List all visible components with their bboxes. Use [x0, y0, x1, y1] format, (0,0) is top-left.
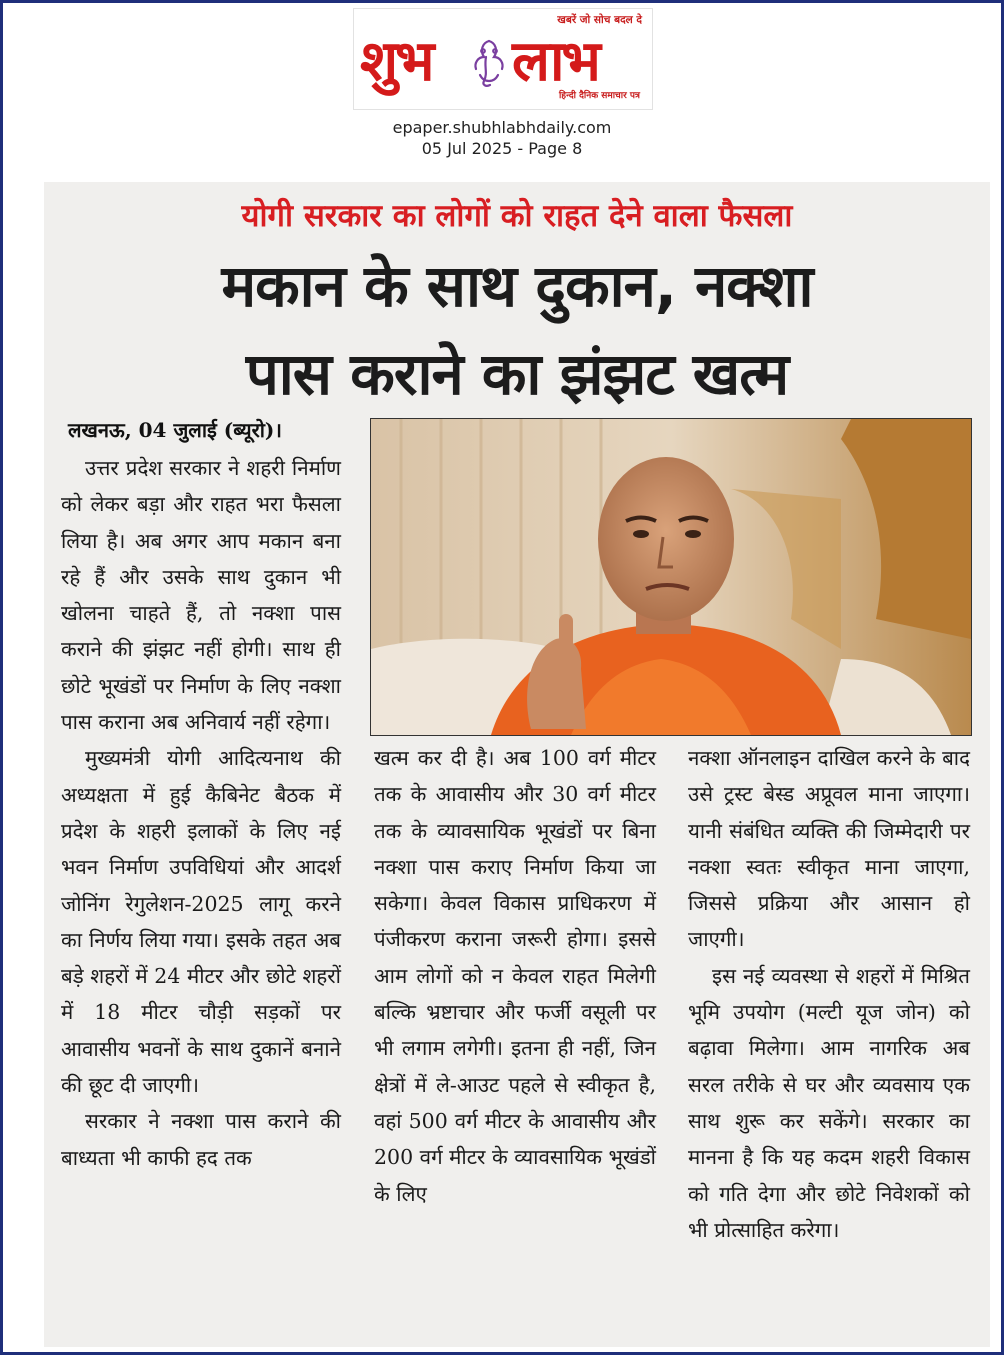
paragraph: उत्तर प्रदेश सरकार ने शहरी निर्माण को लेकर बड़ा और राहत भरा फैसला लिया है। अब अगर आप मकान बना रहे हैं और उसके साथ दुकान भी खोलना चाहते हैं, तो नक्शा पास कराने की झंझट नहीं होगी। साथ ही छोटे भूखंडों पर निर्माण के लिए नक्शा पास कराना अब अनिवार्य नहीं रहेगा।: [61, 456, 341, 735]
paragraph: नक्शा ऑनलाइन दाखिल करने के बाद उसे ट्रस्ट बेस्ड अप्रूवल माना जाएगा। यानी संबंधित व्यक्ति की जिम्मेदारी पर नक्शा स्वतः स्वीकृत माना जाएगा, जिससे प्रक्रिया और आसान हो जाएगी।: [688, 746, 970, 952]
edition-date-page: 05 Jul 2025 - Page 8: [421, 139, 583, 158]
tagline: खबरें जो सोच बदल दे: [557, 14, 642, 26]
article-column-3: [688, 740, 970, 1248]
article-clipping: [44, 182, 990, 1347]
paragraph: खत्म कर दी है। अब 100 वर्ग मीटर तक के आवासीय और 30 वर्ग मीटर तक के व्यावसायिक भूखंडों पर बिना नक्शा पास कराए निर्माण किया जा सकेगा। केवल विकास प्राधिकरण में पंजीकरण कराना जरूरी होगा। इससे आम लोगों को न केवल राहत मिलेगी बल्कि भ्रष्टाचार और फर्जी वसूली पर भी लगाम लगेगी। इतना ही नहीं, जिन क्षेत्रों में ले-आउट पहले से स्वीकृत है, वहां 500 वर्ग मीटर के आवासीय और 200 वर्ग मीटर के व्यावसायिक भूखंडों के लिए: [374, 746, 656, 1206]
paragraph: इस नई व्यवस्था से शहरों में मिश्रित भूमि उपयोग (मल्टी यूज जोन) को बढ़ावा मिलेगा। आम नागरिक अब सरल तरीके से घर और व्यवसाय एक साथ शुरू कर सकेंगे। सरकार का मानना है कि यह कदम शहरी विकास को गति देगा और छोटे निवेशकों को भी प्रोत्साहित करेगा।: [688, 963, 970, 1242]
subtagline: हिन्दी दैनिक समाचार पत्र: [558, 91, 640, 101]
article-dateline: लखनऊ, 04 जुलाई (ब्यूरो)।: [68, 418, 282, 442]
article-photo: [370, 418, 972, 736]
article-column-2: [374, 740, 656, 1212]
paragraph: सरकार ने नक्शा पास कराने की बाध्यता भी काफी हद तक: [61, 1109, 341, 1170]
logo-text-labh: लाभ: [512, 28, 598, 94]
paragraph: मुख्यमंत्री योगी आदित्यनाथ की अध्यक्षता में हुई कैबिनेट बैठक में प्रदेश के शहरी इलाकों के लिए नई भवन निर्माण उपविधियां और आदर्श जोनिंग रेगुलेशन-2025 लागू करने का निर्णय लिया गया। इसके तहत अब बड़े शहरों में 24 मीटर और छोटे शहरों में 18 मीटर चौड़ी सड़कों पर आवासीय भवनों के साथ दुकानें बनाने की छूट दी जाएगी।: [61, 746, 341, 1098]
article-kicker: योगी सरकार का लोगों को राहत देने वाला फैसला: [241, 198, 793, 234]
edition-info: [0, 117, 1004, 159]
ganesha-icon: [466, 35, 512, 91]
headline-line-2: पास कराने का झंझट खत्म: [245, 340, 789, 408]
article-column-1: [61, 450, 341, 1176]
headline-line-1: मकान के साथ दुकान, नक्शा: [221, 252, 813, 320]
masthead-logo: [353, 8, 653, 110]
website-url[interactable]: epaper.shubhlabhdaily.com: [392, 118, 612, 137]
article-headline: [44, 242, 990, 418]
logo-text-shubh: शुभ: [360, 28, 432, 94]
photo-illustration: [371, 419, 971, 735]
